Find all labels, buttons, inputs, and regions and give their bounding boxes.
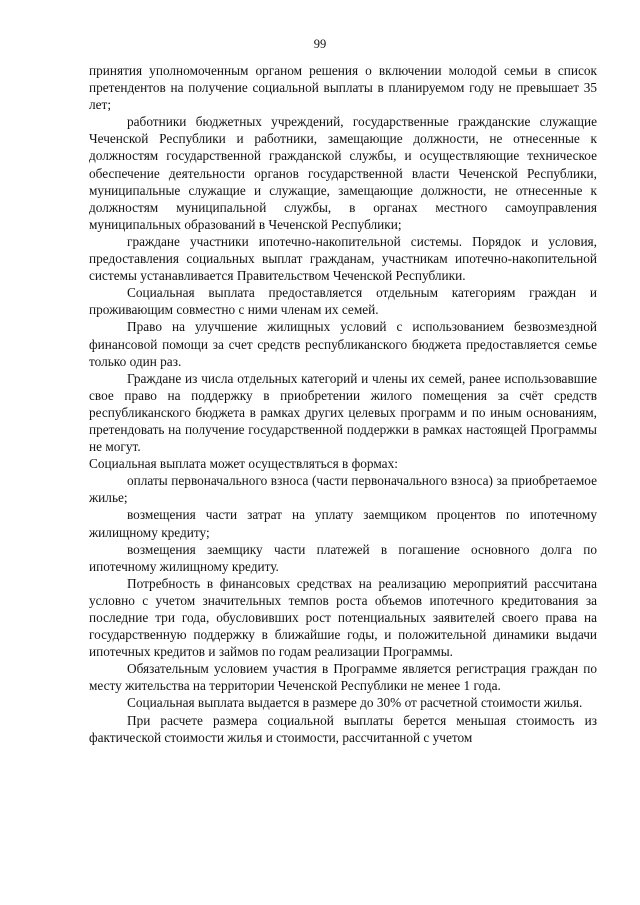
paragraph: Социальная выплата выдается в размере до 30% от расчетной стоимости жилья. — [127, 695, 583, 711]
paragraph: Право на улучшение жилищных условий с использованием безвозмездной финансовой помощи за счет средств республиканского бюджета предоставляется семье только один раз. — [89, 319, 597, 369]
paragraph: Граждане из числа отдельных категорий и члены их семей, ранее использовавшие свое право на поддержку в приобретении жилого помещения за счёт средств республиканского бюджета в рамках других целевых программ и по иным основаниям, претендовать на получение государственной поддержки в рамках настоящей Программы не могут. — [89, 370, 597, 455]
paragraph-continuation: принятия уполномоченным органом решения о включении молодой семьи в список претендентов на получение социальной выплаты в планируемом году не превышает 35 лет; — [89, 63, 597, 113]
paragraph: граждане участники ипотечно-накопительной системы. Порядок и условия, предоставления социальных выплат гражданам, участникам ипотечно-накопительной системы устанавливается Правительством Чеченской Республики. — [89, 233, 597, 284]
document-body — [89, 62, 597, 746]
paragraph: Социальная выплата может осуществляться в формах: — [89, 456, 398, 472]
paragraph: возмещения заемщику части платежей в погашение основного долга по ипотечному жилищному кредиту. — [89, 541, 597, 574]
paragraph: При расчете размера социальной выплаты берется меньшая стоимость из фактической стоимости жилья и стоимости, рассчитанной с учетом — [89, 712, 597, 745]
paragraph: Социальная выплата предоставляется отдельным категориям граждан и проживающим совместно с ними членам их семей. — [89, 285, 597, 318]
paragraph: оплаты первоначального взноса (части первоначального взноса) за приобретаемое жилье; — [89, 473, 597, 506]
paragraph: возмещения части затрат на уплату заемщиком процентов по ипотечному жилищному кредиту; — [89, 507, 597, 540]
paragraph: Обязательным условием участия в Программе является регистрация граждан по месту жительства на территории Чеченской Республики не менее 1 года. — [89, 661, 597, 694]
paragraph: Потребность в финансовых средствах на реализацию мероприятий рассчитана условно с учетом значительных темпов роста объемов ипотечного кредитования за последние три года, обусловивших рост потенциальных заявителей своего права на государственную поддержку в ближайшие годы, и положительной динамики выдачи ипотечных кредитов и займов по годам реализации Программы. — [89, 575, 597, 660]
page-number: 99 — [313, 37, 327, 51]
paragraph: работники бюджетных учреждений, государственные гражданские служащие Чеченской Республики и работники, замещающие должности, не отнесенные к должностям государственной гражданской службы, и осуществляющие техническое обеспечение деятельности органов государственной власти Чеченской Республики, муниципальные служащие и служащие, замещающие должности, не отнесенные к должностям муниципальной службы, в органах местного самоуправления муниципальных образований в Чеченской Республики; — [89, 114, 597, 232]
